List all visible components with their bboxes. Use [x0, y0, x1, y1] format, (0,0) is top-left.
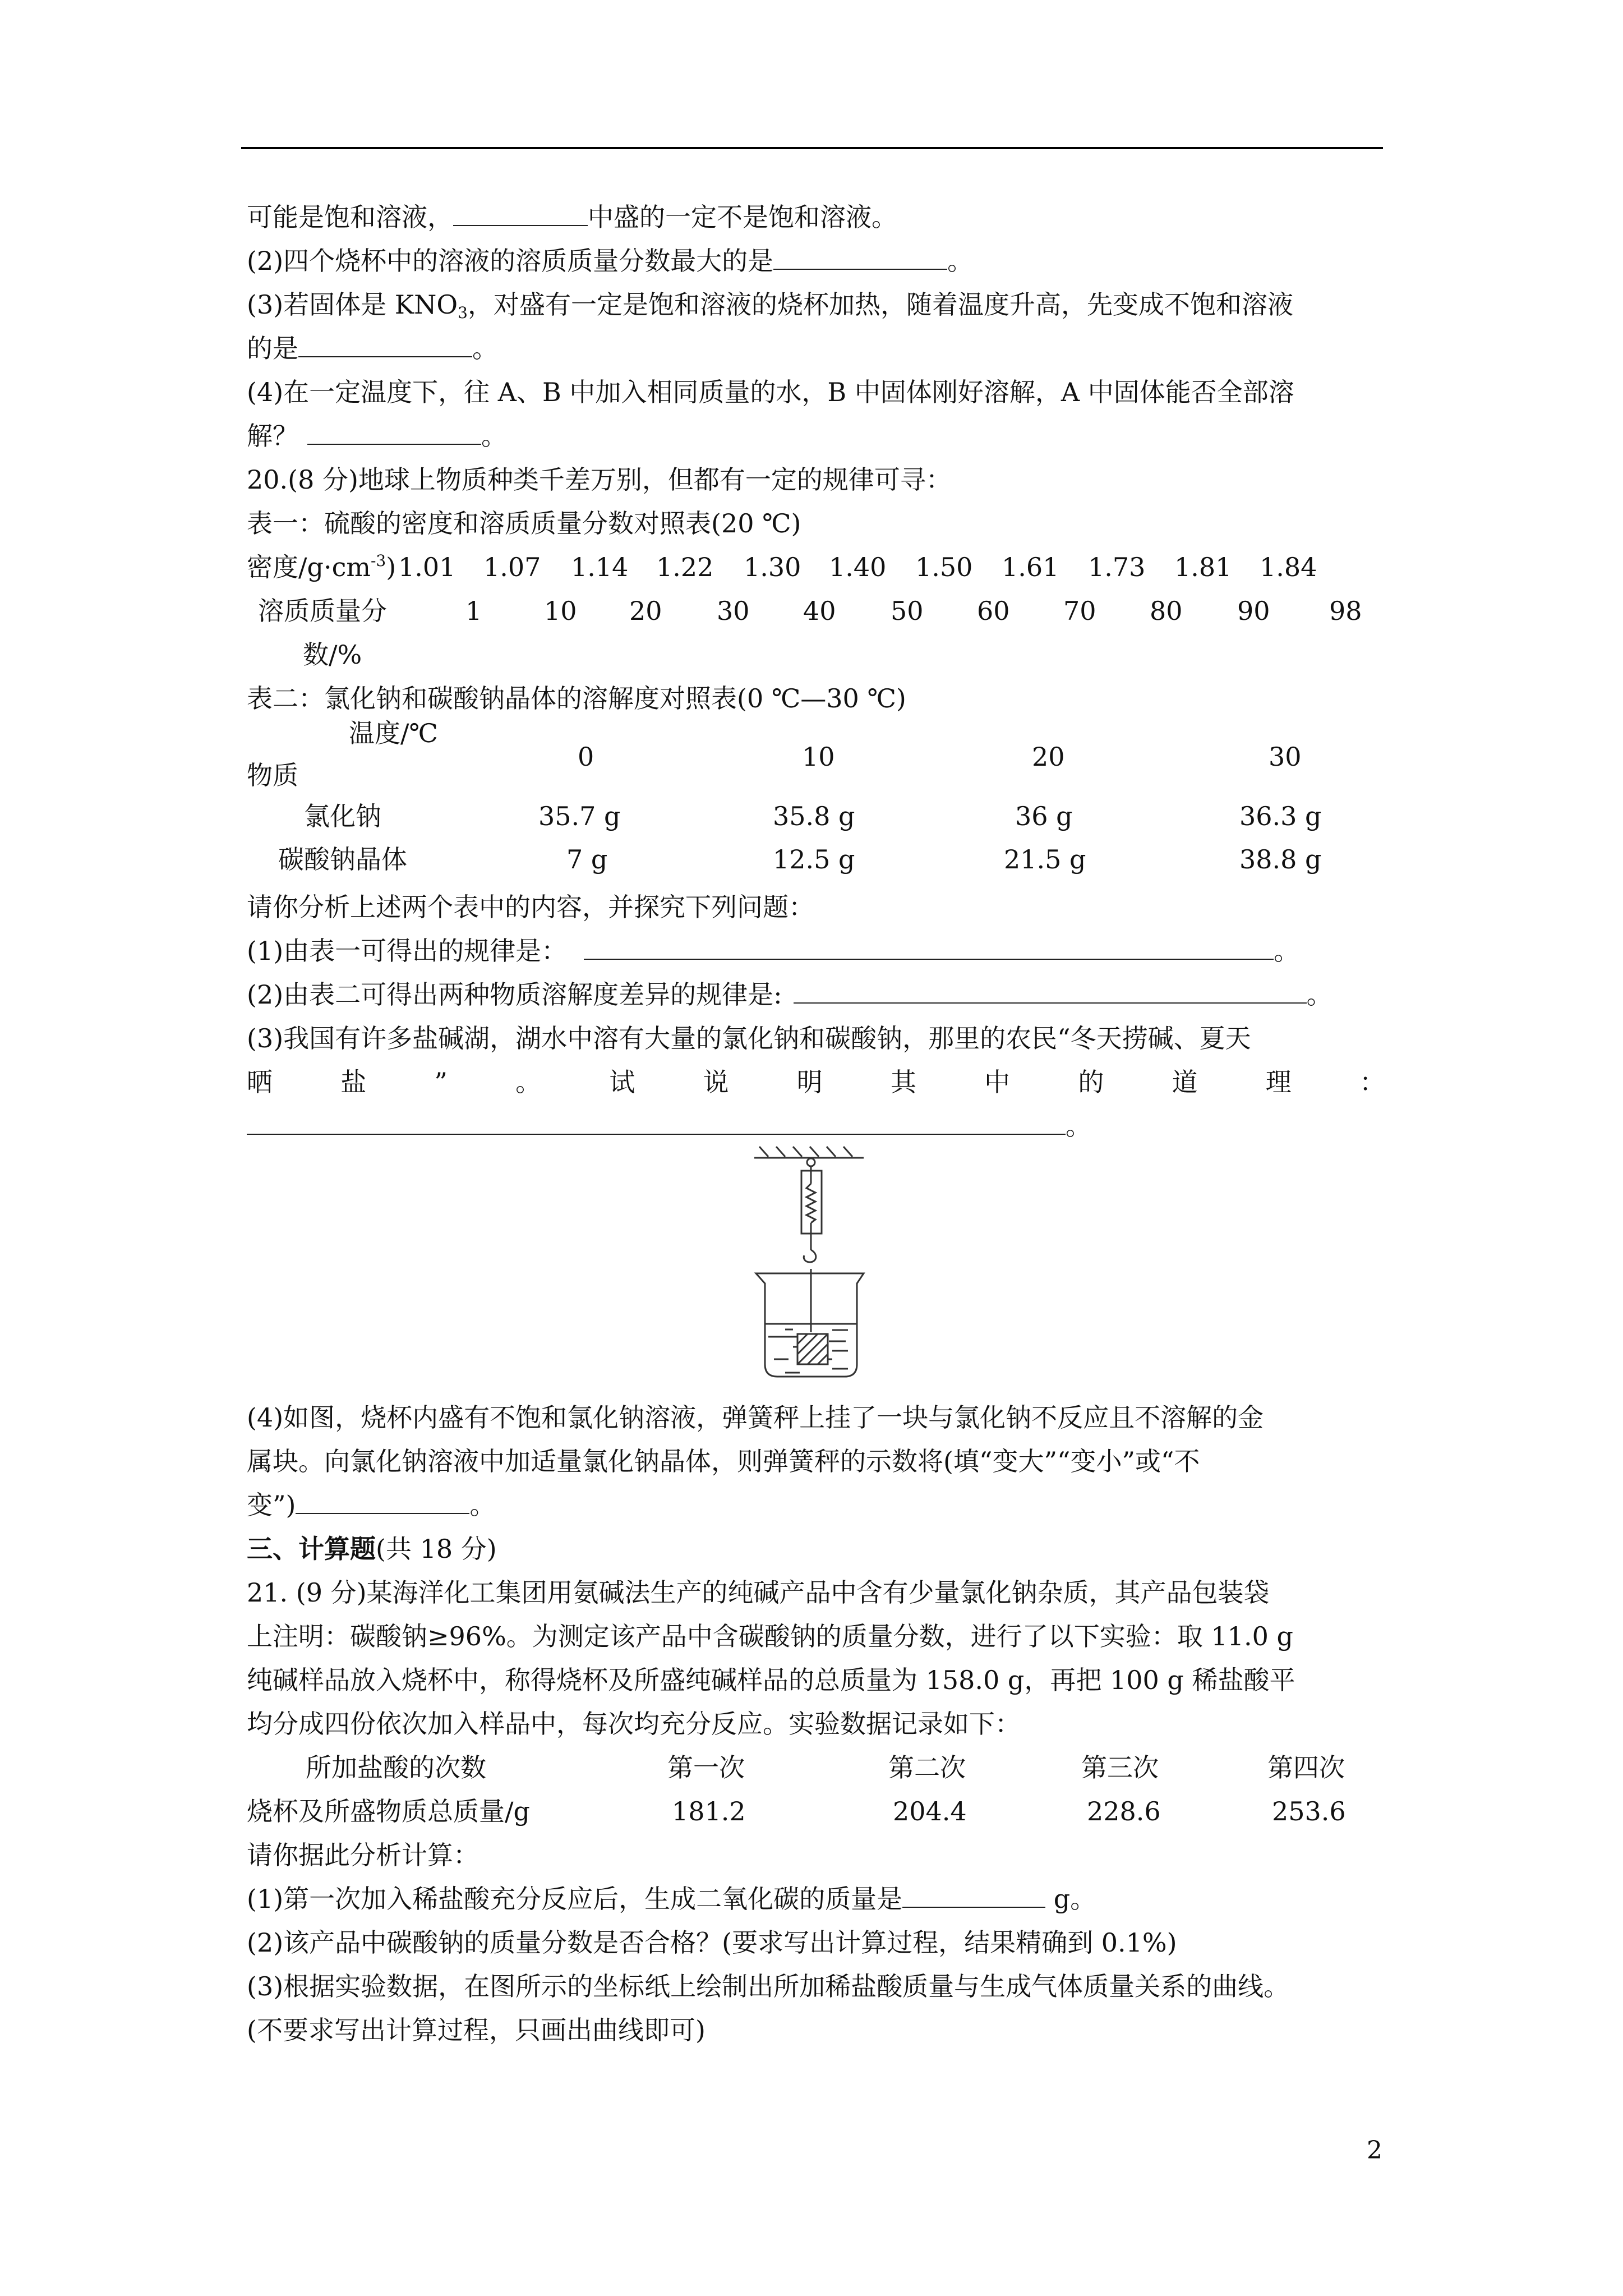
solubility-cell: 12.5 g: [773, 844, 855, 875]
table2-caption: 表二：氯化钠和碳酸钠晶体的溶解度对照表(0 ℃—30 ℃): [247, 683, 906, 714]
temp-header-cell: 10: [802, 742, 835, 772]
q20-q3-answer: [247, 1111, 1091, 1141]
density-cell: 1.07: [483, 552, 541, 582]
answer-blank[interactable]: [298, 334, 472, 357]
spaced-char: 道: [1172, 1067, 1198, 1097]
density-cell: 1.81: [1174, 552, 1232, 582]
q21-q3: (3)根据实验数据，在图所示的坐标纸上绘制出所加稀盐酸质量与生成气体质量关系的曲线。: [247, 1971, 1290, 2001]
spaced-char: ：: [1359, 1067, 1385, 1097]
table2-header-temp: 温度/℃: [349, 718, 438, 748]
spaced-char: 晒: [247, 1067, 273, 1097]
q21-q1-text: (1)第一次加入稀盐酸充分反应后，生成二氧化碳的质量是: [247, 1884, 903, 1914]
density-cell: 1.30: [744, 552, 801, 582]
density-cell: 1.84: [1260, 552, 1317, 582]
q20-title: 20.(8 分)地球上物质种类千差万别，但都有一定的规律可寻：: [247, 464, 952, 495]
q21-value-cell: 181.2: [672, 1796, 746, 1826]
q19-q2-text: (2)四个烧杯中的溶液的溶质质量分数最大的是: [247, 246, 774, 276]
fraction-cell: 40: [803, 596, 836, 626]
period: 。: [1306, 979, 1332, 1010]
q21-header-cell: 第四次: [1267, 1752, 1345, 1783]
q19-q3-text: ，对盛有一定是饱和溶液的烧杯加热，随着温度升高，先变成不饱和溶液: [467, 289, 1293, 320]
answer-blank[interactable]: [773, 246, 947, 270]
q21-line4: 均分成四份依次加入样品中，每次均充分反应。实验数据记录如下：: [247, 1709, 1021, 1739]
temp-header-cell: 30: [1269, 742, 1302, 772]
spaced-char: 理: [1265, 1067, 1292, 1097]
fraction-cell: 30: [717, 596, 750, 626]
solubility-cell: 36.3 g: [1239, 801, 1322, 831]
density-cell: 1.14: [571, 552, 629, 582]
q21-q3-note: (不要求写出计算过程，只画出曲线即可): [247, 2015, 706, 2045]
period: 。: [469, 1490, 496, 1520]
spaced-char: 其: [890, 1067, 916, 1097]
q21-prompt: 请你据此分析计算：: [247, 1840, 479, 1870]
table2-header-substance: 物质: [247, 760, 298, 790]
solubility-cell: 36 g: [1015, 801, 1073, 831]
solubility-cell: 21.5 g: [1004, 844, 1086, 875]
period: 。: [472, 333, 498, 364]
table1-fraction-label-cont: 数/%: [303, 639, 362, 670]
q21-table-header-label: 所加盐酸的次数: [306, 1752, 486, 1783]
fraction-cell: 1: [465, 596, 482, 626]
q21-q2: (2)该产品中碳酸钠的质量分数是否合格？(要求写出计算过程，结果精确到 0.1%): [247, 1927, 1177, 1958]
spaced-char: 中: [984, 1067, 1011, 1097]
header-rule: [241, 147, 1383, 149]
spaced-char: ”: [434, 1067, 448, 1097]
solubility-cell: 38.8 g: [1239, 844, 1322, 875]
period: 。: [947, 246, 974, 276]
q20-q3: (3)我国有许多盐碱湖，湖水中溶有大量的氯化钠和碳酸钠，那里的农民“冬天捞碱、夏天: [247, 1023, 1251, 1053]
spaced-char: 盐: [340, 1067, 367, 1097]
q21-line3: 纯碱样品放入烧杯中，称得烧杯及所盛纯碱样品的总质量为 158.0 g，再把 100 g 稀盐酸平: [247, 1665, 1295, 1695]
q20-q1-text: (1)由表一可得出的规律是：: [247, 936, 568, 966]
fraction-cell: 50: [891, 596, 924, 626]
q21-line2: 上注明：碳酸钠≥96%。为测定该产品中含碳酸钠的质量分数，进行了以下实验：取 11.0 g: [247, 1621, 1293, 1651]
q19-q4-text: 解？: [247, 421, 298, 451]
q19-line1: [247, 202, 897, 232]
q20-q3-spaced-line: [247, 1067, 1385, 1097]
density-cell: 1.73: [1088, 552, 1146, 582]
spaced-char: 。: [515, 1067, 542, 1097]
q19-q4-text: (4)在一定温度下，往 A、B 中加入相同质量的水，B 中固体刚好溶解，A 中固体能否全部溶: [247, 377, 1294, 407]
spring-scale-beaker-diagram: [751, 1144, 897, 1380]
q20-q4: (4)如图，烧杯内盛有不饱和氯化钠溶液，弹簧秤上挂了一块与氯化钠不反应且不溶解的金: [247, 1402, 1264, 1433]
q21-q1-unit: g。: [1045, 1884, 1096, 1914]
q21-q1: [247, 1884, 1096, 1914]
density-cell: 1.40: [829, 552, 887, 582]
q20-prompt: 请你分析上述两个表中的内容，并探究下列问题：: [247, 892, 814, 922]
fraction-cell: 80: [1150, 596, 1183, 626]
answer-blank[interactable]: [794, 980, 1307, 1004]
section3-title: 三、计算题: [247, 1534, 376, 1564]
temp-header-cell: 20: [1032, 742, 1065, 772]
answer-blank[interactable]: [247, 1111, 1066, 1135]
density-cell: 1.01: [398, 552, 456, 582]
answer-blank[interactable]: [307, 421, 481, 445]
subscript: 3: [458, 303, 468, 322]
spaced-char: 明: [796, 1067, 823, 1097]
table1-fraction-label: 溶质质量分: [258, 596, 387, 626]
q19-q2: [247, 246, 973, 276]
period: 。: [1066, 1111, 1091, 1141]
q19-q3-text: 的是: [247, 333, 298, 364]
superscript: -3: [370, 551, 386, 570]
q21-value-cell: 253.6: [1272, 1796, 1346, 1826]
spaced-char: 试: [609, 1067, 635, 1097]
density-cell: 1.61: [1002, 552, 1059, 582]
q20-q4-cont: 属块。向氯化钠溶液中加适量氯化钠晶体，则弹簧秤的示数将(填“变大”“变小”或“不: [247, 1446, 1200, 1476]
fraction-cell: 20: [629, 596, 662, 626]
q20-q4-cont2: [247, 1490, 495, 1520]
q21-header-cell: 第一次: [667, 1752, 745, 1783]
density-cell: 1.22: [656, 552, 714, 582]
q19-q3-text: (3)若固体是 KNO: [247, 289, 458, 320]
label-text: 密度/g·cm: [247, 552, 371, 582]
q19-q4: [247, 377, 1294, 407]
answer-blank[interactable]: [902, 1884, 1045, 1908]
table1-caption: 表一：硫酸的密度和溶质质量分数对照表(20 ℃): [247, 508, 801, 539]
q19-text: 中盛的一定不是饱和溶液。: [588, 202, 897, 232]
fraction-cell: 60: [977, 596, 1010, 626]
spring-coil: [806, 1184, 815, 1223]
label-text: ): [386, 552, 396, 582]
fraction-cell: 98: [1329, 596, 1362, 626]
answer-blank[interactable]: [584, 936, 1274, 960]
section3-points: (共 18 分): [376, 1534, 497, 1564]
q21-table-row-label: 烧杯及所盛物质总质量/g: [247, 1796, 530, 1826]
temp-header-cell: 0: [578, 742, 594, 772]
q20-q2-text: (2)由表二可得出两种物质溶解度差异的规律是:: [247, 979, 782, 1010]
spaced-char: 说: [703, 1067, 729, 1097]
period: 。: [481, 421, 507, 451]
ceiling-hatch: [759, 1147, 852, 1157]
substance-name: 碳酸钠晶体: [278, 844, 407, 875]
page-number: 2: [1367, 2136, 1382, 2165]
q19-text: 可能是饱和溶液，: [247, 202, 453, 232]
q20-q1: [247, 936, 1299, 966]
substance-name: 氯化钠: [304, 801, 381, 831]
q21-header-cell: 第二次: [888, 1752, 966, 1783]
answer-blank[interactable]: [296, 1490, 469, 1514]
period: 。: [1274, 936, 1300, 966]
hook: [804, 1250, 816, 1262]
q21-header-cell: 第三次: [1081, 1752, 1159, 1783]
density-cell: 1.50: [915, 552, 973, 582]
q21-line1: 21. (9 分)某海洋化工集团用氨碱法生产的纯碱产品中含有少量氯化钠杂质，其产品包装袋: [247, 1577, 1270, 1608]
section3-heading: [247, 1534, 497, 1564]
fraction-cell: 70: [1063, 596, 1096, 626]
q19-q4-cont: [247, 421, 507, 451]
answer-blank[interactable]: [453, 203, 588, 226]
q20-q4-text: 变”): [247, 1490, 296, 1520]
solubility-cell: 35.8 g: [773, 801, 855, 831]
hanger-ring: [807, 1158, 815, 1166]
spaced-char: 的: [1078, 1067, 1104, 1097]
q20-q2: [247, 979, 1332, 1010]
q21-value-cell: 228.6: [1087, 1796, 1161, 1826]
solubility-cell: 35.7 g: [538, 801, 621, 831]
q21-value-cell: 204.4: [893, 1796, 967, 1826]
liquid-marks: [768, 1329, 848, 1373]
q19-q3-cont: [247, 333, 498, 364]
solubility-cell: 7 g: [566, 844, 608, 875]
table1-density-label: [247, 552, 396, 582]
fraction-cell: 90: [1237, 596, 1270, 626]
fraction-cell: 10: [544, 596, 577, 626]
q19-q3: [247, 289, 1293, 320]
